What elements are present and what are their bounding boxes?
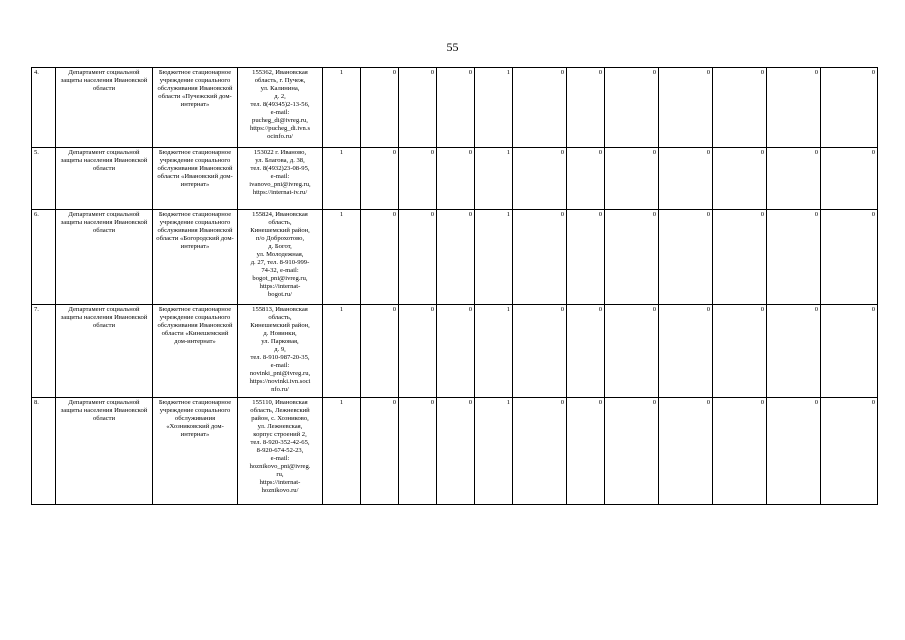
address-line: д. Богот, <box>268 243 292 250</box>
address-line: 74-32, e-mail: <box>261 267 299 274</box>
table-row <box>32 68 878 148</box>
value-cell: 0 <box>659 210 713 305</box>
value-cell: 0 <box>605 148 659 210</box>
address-line: тел. 8(4932)23-08-95, <box>250 165 310 172</box>
address-line: ivanovo_pni@ivreg.ru, <box>249 181 311 188</box>
address-line: область, <box>268 314 292 321</box>
address-line: bogot.ru/ <box>268 291 292 298</box>
value-cell: 0 <box>399 398 437 505</box>
value-cell: 0 <box>567 398 605 505</box>
address-line: район, с. Хозниково, <box>251 415 309 422</box>
department-cell: Департамент социальной защиты населения Ивановской области <box>56 68 153 148</box>
address-line: pucheg_di@ivreg.ru, <box>252 117 308 124</box>
department-cell: Департамент социальной защиты населения Ивановской области <box>56 305 153 398</box>
department-cell: Департамент социальной защиты населения Ивановской области <box>56 148 153 210</box>
value-cell: 1 <box>323 68 361 148</box>
value-cell: 0 <box>399 148 437 210</box>
address-cell <box>238 68 323 148</box>
address-cell <box>238 398 323 505</box>
address-line: область, <box>268 219 292 226</box>
value-cell: 0 <box>513 68 567 148</box>
value-cell: 0 <box>659 398 713 505</box>
institutions-table <box>31 67 878 505</box>
address-line: Кинешемский район, <box>250 227 310 234</box>
institution-cell: Бюджетное стационарное учреждение социального обслуживания Ивановской области «Богородский дом-интернат» <box>153 210 238 305</box>
value-cell: 1 <box>323 398 361 505</box>
address-line: https://pucheg_di.ivn.s <box>249 125 311 132</box>
value-cell: 0 <box>767 398 821 505</box>
value-cell: 0 <box>437 398 475 505</box>
value-cell: 0 <box>513 148 567 210</box>
address-line: hoznikovo.ru/ <box>261 487 299 494</box>
address-line: hoznikovo_pni@ivreg. <box>249 463 311 470</box>
value-cell: 0 <box>605 305 659 398</box>
value-cell: 0 <box>659 305 713 398</box>
address-cell <box>238 305 323 398</box>
value-cell: 0 <box>567 148 605 210</box>
value-cell: 0 <box>659 68 713 148</box>
value-cell: 0 <box>513 210 567 305</box>
value-cell: 1 <box>475 148 513 210</box>
address-line: ул. Благова, д. 38, <box>255 157 305 164</box>
address-line: 155824, Ивановская <box>252 211 308 218</box>
value-cell: 0 <box>767 305 821 398</box>
address-line: 153022 г. Иваново, <box>253 149 307 156</box>
address-line: Кинешемский район, <box>250 322 310 329</box>
address-line: д. Новинки, <box>263 330 297 337</box>
address-line: тел. 8(49345)2-13-56, <box>250 101 310 108</box>
value-cell: 1 <box>323 210 361 305</box>
address-line: д. 2, <box>274 93 286 100</box>
value-cell: 0 <box>361 398 399 505</box>
value-cell: 1 <box>323 305 361 398</box>
address-line: https://internat-iv.ru/ <box>252 189 308 196</box>
address-line: ул. Парковая, <box>261 338 299 345</box>
value-cell: 1 <box>475 398 513 505</box>
value-cell: 0 <box>513 305 567 398</box>
value-cell: 0 <box>513 398 567 505</box>
address-line: тел. 8-920-352-42-65, <box>250 439 310 446</box>
address-line: п/о Доброхотово, <box>255 235 305 242</box>
value-cell: 0 <box>713 68 767 148</box>
address-line: e-mail: <box>270 455 290 462</box>
department-cell: Департамент социальной защиты населения Ивановской области <box>56 210 153 305</box>
value-cell: 0 <box>567 210 605 305</box>
address-line: корпус строений 2, <box>253 431 307 438</box>
address-line: ул. Лежневская, <box>257 423 303 430</box>
address-line: https://novinki.ivn.soci <box>249 378 311 385</box>
institution-cell: Бюджетное стационарное учреждение социального обслуживания Ивановской области «Кинешемский дом-интернат» <box>153 305 238 398</box>
value-cell: 0 <box>605 210 659 305</box>
value-cell: 1 <box>475 210 513 305</box>
value-cell: 0 <box>767 148 821 210</box>
value-cell: 1 <box>475 305 513 398</box>
address-cell <box>238 148 323 210</box>
value-cell: 0 <box>605 68 659 148</box>
address-cell <box>238 210 323 305</box>
value-cell: 0 <box>361 148 399 210</box>
institution-cell: Бюджетное стационарное учреждение социального обслуживания Ивановской области «Ивановский дом-интернат» <box>153 148 238 210</box>
address-line: e-mail: <box>270 362 290 369</box>
value-cell: 0 <box>713 398 767 505</box>
address-line: ocinfo.ru/ <box>267 133 293 140</box>
value-cell: 0 <box>605 398 659 505</box>
row-number-cell: 8. <box>32 398 56 505</box>
table-row <box>32 148 878 210</box>
address-line: nfo.ru/ <box>271 386 289 393</box>
address-line: тел. 8-910-987-20-35, <box>250 354 310 361</box>
institution-cell: Бюджетное стационарное учреждение социального обслуживания «Хозниковский дом-интернат» <box>153 398 238 505</box>
page-number: 55 <box>446 40 459 54</box>
address-line: область, Лежневский <box>250 407 310 414</box>
address-line: bogot_pni@ivreg.ru, <box>252 275 308 282</box>
address-line: ru, <box>276 471 284 478</box>
value-cell: 0 <box>437 148 475 210</box>
table-row <box>32 305 878 398</box>
address-line: ул. Калинина, <box>260 85 300 92</box>
value-cell: 0 <box>567 68 605 148</box>
value-cell: 0 <box>567 305 605 398</box>
value-cell: 0 <box>713 148 767 210</box>
value-cell: 1 <box>323 148 361 210</box>
value-cell: 0 <box>361 210 399 305</box>
table-row <box>32 210 878 305</box>
value-cell: 0 <box>399 68 437 148</box>
row-number-cell: 7. <box>32 305 56 398</box>
address-line: 155362, Ивановская <box>252 69 308 76</box>
department-cell: Департамент социальной защиты населения Ивановской области <box>56 398 153 505</box>
value-cell: 0 <box>767 68 821 148</box>
value-cell: 0 <box>767 210 821 305</box>
value-cell: 0 <box>399 210 437 305</box>
value-cell: 0 <box>361 68 399 148</box>
address-line: 155813, Ивановская <box>252 306 308 313</box>
value-cell: 0 <box>437 68 475 148</box>
address-line: e-mail: <box>270 173 290 180</box>
value-cell: 0 <box>399 305 437 398</box>
value-cell: 0 <box>437 210 475 305</box>
value-cell: 0 <box>821 148 878 210</box>
address-line: ул. Молодежная, <box>256 251 304 258</box>
address-line: https://internat- <box>259 283 301 290</box>
row-number-cell: 4. <box>32 68 56 148</box>
row-number-cell: 5. <box>32 148 56 210</box>
table-row <box>32 398 878 505</box>
address-line: novinki_pni@ivreg.ru, <box>249 370 311 377</box>
address-line: 155110, Ивановская <box>252 399 308 406</box>
value-cell: 1 <box>475 68 513 148</box>
address-line: д. 9, <box>274 346 286 353</box>
value-cell: 0 <box>821 305 878 398</box>
row-number-cell: 6. <box>32 210 56 305</box>
address-line: область, г. Пучеж, <box>254 77 306 84</box>
address-line: e-mail: <box>270 109 290 116</box>
value-cell: 0 <box>361 305 399 398</box>
value-cell: 0 <box>659 148 713 210</box>
value-cell: 0 <box>713 305 767 398</box>
value-cell: 0 <box>713 210 767 305</box>
institution-cell: Бюджетное стационарное учреждение социального обслуживания Ивановской области «Пучежский дом-интернат» <box>153 68 238 148</box>
value-cell: 0 <box>437 305 475 398</box>
value-cell: 0 <box>821 68 878 148</box>
address-line: 8-920-674-52-23, <box>256 447 304 454</box>
address-line: д. 27, тел. 8-910-999- <box>250 259 310 266</box>
value-cell: 0 <box>821 398 878 505</box>
value-cell: 0 <box>821 210 878 305</box>
address-line: https://internat- <box>259 479 301 486</box>
